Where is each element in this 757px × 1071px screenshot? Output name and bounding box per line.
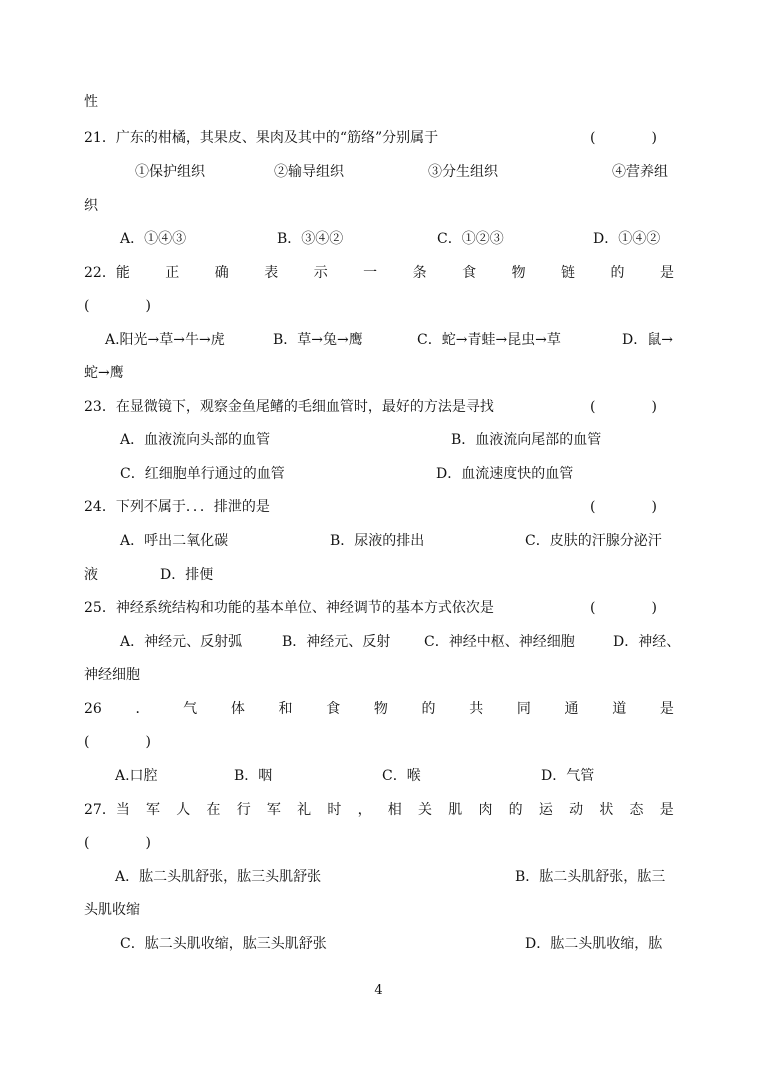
q25-option-b: B．神经元、反射 — [282, 634, 391, 650]
q26-stem-char: ． — [135, 701, 150, 717]
q27-stem-char: 军 — [266, 802, 281, 818]
q26-option-c: C．喉 — [382, 768, 421, 784]
q27-stem — [84, 800, 674, 820]
q26-option-d: D．气管 — [541, 768, 595, 784]
q22-stem-char: 一 — [363, 265, 378, 281]
q23-answer-paren: ( ) — [590, 399, 657, 415]
q22-stem-char: 表 — [264, 265, 279, 281]
q27-stem-char: 相 — [387, 802, 402, 818]
q21-item-2: ②输导组织 — [274, 164, 344, 180]
q27-stem-char: 关 — [418, 802, 433, 818]
q22-stem-char: 食 — [462, 265, 477, 281]
q27-option-a: A．肱二头肌舒张，肱三头肌舒张 — [115, 869, 322, 885]
q26-stem-char: 同 — [516, 701, 531, 717]
q24-answer-paren: ( ) — [590, 499, 657, 515]
continuation-text: 性 — [84, 94, 98, 110]
q27-option-d: D．肱二头肌收缩，肱 — [525, 936, 663, 952]
q22-wrap: 蛇→鹰 — [84, 365, 124, 381]
q25-wrap: 神经细胞 — [84, 667, 140, 683]
q22-stem-char: 示 — [313, 265, 328, 281]
q26-option-b: B．咽 — [234, 768, 273, 784]
q27-option-c: C．肱二头肌收缩，肱三头肌舒张 — [120, 936, 327, 952]
q25-option-c: C．神经中枢、神经细胞 — [424, 634, 575, 650]
q22-answer-paren: ( ) — [84, 298, 151, 314]
q26-stem-char: 食 — [326, 701, 341, 717]
q25-option-d: D．神经、 — [613, 634, 681, 650]
q22-option-d: D．鼠→ — [622, 332, 673, 348]
q26-stem-char: 共 — [469, 701, 484, 717]
q24-stem: 24．下列不属于．．．排泄的是 — [84, 499, 270, 515]
page-number: 4 — [374, 983, 383, 998]
q24-option-a: A．呼出二氧化碳 — [120, 533, 229, 549]
q27-stem-char: 运 — [538, 802, 553, 818]
q27-stem-char: 动 — [569, 802, 584, 818]
q21-option-b: B．③④② — [277, 231, 344, 247]
q26-stem-char: 通 — [564, 701, 579, 717]
q22-stem — [84, 263, 674, 283]
q22-option-b: B．草→兔→鹰 — [273, 332, 363, 348]
q22-stem-char: 正 — [165, 265, 180, 281]
q27-stem-char: 肌 — [448, 802, 463, 818]
q26-stem-char: 气 — [183, 701, 198, 717]
q27-stem-char: 礼 — [297, 802, 312, 818]
q23-option-b: B．血液流向尾部的血管 — [451, 432, 602, 448]
q26-stem-char: 体 — [230, 701, 245, 717]
q22-stem-char: 的 — [610, 265, 625, 281]
q27-stem-char: 时 — [327, 802, 342, 818]
q22-option-a: A.阳光→草→牛→虎 — [105, 332, 225, 348]
q26-stem-char: 和 — [278, 701, 293, 717]
q22-stem-char: 物 — [511, 265, 526, 281]
q27-stem-char: 人 — [176, 802, 191, 818]
q21-option-d: D．①④② — [593, 231, 661, 247]
q27-stem-char: 军 — [146, 802, 161, 818]
q27-stem-char: 态 — [629, 802, 644, 818]
q26-answer-paren: ( ) — [84, 734, 151, 750]
q27-stem-char: 在 — [206, 802, 221, 818]
q21-item-4: ④营养组 — [612, 164, 668, 180]
q27-stem-char: ， — [357, 802, 372, 818]
q24-option-b: B．尿液的排出 — [330, 533, 425, 549]
q26-stem — [84, 699, 674, 719]
q26-option-a: A.口腔 — [115, 768, 158, 784]
q25-option-a: A．神经元、反射弧 — [120, 634, 243, 650]
q21-stem: 21．广东的柑橘，其果皮、果肉及其中的“筋络”分别属于 — [84, 130, 439, 146]
q24-option-c: C．皮肤的汗腺分泌汗 — [525, 533, 662, 549]
q27-stem-char: 是 — [659, 802, 674, 818]
q27-stem-char: 的 — [508, 802, 523, 818]
q21-option-a: A．①④③ — [120, 231, 187, 247]
q26-stem-char: 的 — [421, 701, 436, 717]
q25-stem: 25．神经系统结构和功能的基本单位、神经调节的基本方式依次是 — [84, 600, 494, 616]
q21-option-c: C．①②③ — [437, 231, 504, 247]
q27-answer-paren: ( ) — [84, 835, 151, 851]
q27-stem-char: 行 — [236, 802, 251, 818]
q27-stem-char: 肉 — [478, 802, 493, 818]
q26-stem-char: 道 — [612, 701, 627, 717]
q22-stem-char: 链 — [561, 265, 576, 281]
q27-wrap: 头肌收缩 — [84, 902, 140, 918]
q23-option-a: A．血液流向头部的血管 — [120, 432, 271, 448]
q27-stem-char: 27．当 — [84, 802, 130, 818]
q21-wrap: 织 — [84, 198, 98, 214]
q22-stem-char: 是 — [659, 265, 674, 281]
q24-wrap: 液 — [84, 567, 98, 583]
q23-option-d: D．血流速度快的血管 — [436, 466, 574, 482]
q26-stem-char: 物 — [373, 701, 388, 717]
q23-stem: 23．在显微镜下，观察金鱼尾鳍的毛细血管时，最好的方法是寻找 — [84, 399, 494, 415]
q25-answer-paren: ( ) — [590, 600, 657, 616]
q27-stem-char: 状 — [599, 802, 614, 818]
q27-option-b: B．肱二头肌舒张，肱三 — [515, 869, 666, 885]
q26-stem-char: 26 — [84, 701, 102, 717]
q22-option-c: C．蛇→青蛙→昆虫→草 — [417, 332, 561, 348]
q22-stem-char: 确 — [214, 265, 229, 281]
q21-item-1: ①保护组织 — [135, 164, 205, 180]
q21-item-3: ③分生组织 — [428, 164, 498, 180]
q24-option-d: D．排便 — [160, 567, 214, 583]
q23-option-c: C．红细胞单行通过的血管 — [120, 466, 285, 482]
q21-answer-paren: ( ) — [590, 130, 657, 146]
q22-stem-char: 22．能 — [84, 265, 130, 281]
q26-stem-char: 是 — [659, 701, 674, 717]
q22-stem-char: 条 — [412, 265, 427, 281]
